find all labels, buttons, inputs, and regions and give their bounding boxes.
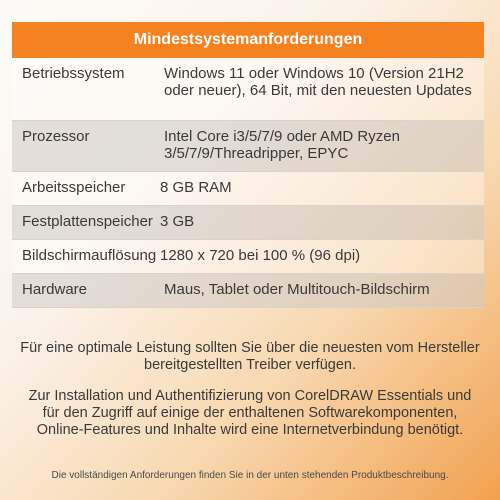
internet-note: Zur Installation und Authentifizierung von CorelDRAW Essentials und für den Zugriff auf einige der enthaltenen Softwarekomponenten, Online-Features und Inhalte wird eine Internetverbindung benötigt. — [28, 388, 472, 438]
requirement-label: Festplattenspeicher — [22, 213, 153, 230]
requirement-value: Intel Core i3/5/7/9 oder AMD Ryzen 3/5/7/9/Threadripper, EPYC — [164, 128, 400, 162]
requirement-label: Arbeitsspeicher — [22, 179, 126, 196]
requirement-value: 8 GB RAM — [160, 179, 232, 196]
requirement-row-os — [12, 58, 484, 121]
requirements-table — [12, 58, 484, 308]
footnote: Die vollständigen Anforderungen finden Sie in der unten stehenden Produktbeschreibung. — [51, 470, 449, 481]
requirement-label: Betriebssystem — [22, 65, 125, 82]
requirement-row-hardware — [12, 274, 484, 308]
requirement-value: 1280 x 720 bei 100 % (96 dpi) — [160, 247, 361, 264]
requirement-row-resolution — [12, 240, 484, 274]
driver-note: Für eine optimale Leistung sollten Sie über die neuesten vom Hersteller bereitgestellten Treiber verfügen. — [20, 340, 480, 373]
requirement-value: Maus, Tablet oder Multitouch-Bildschirm — [164, 281, 430, 298]
requirement-row-memory — [12, 172, 484, 206]
requirement-value: Windows 11 oder Windows 10 (Version 21H2 oder neuer), 64 Bit, mit den neuesten Updates — [164, 65, 472, 99]
page-title: Mindestsystemanforderungen — [12, 22, 484, 58]
requirement-row-storage — [12, 206, 484, 240]
requirement-value: 3 GB — [160, 213, 195, 230]
requirement-label: Hardware — [22, 281, 88, 298]
requirement-label: Prozessor — [22, 128, 90, 145]
requirement-row-processor — [12, 121, 484, 172]
requirement-label: Bildschirmauflösung — [22, 247, 157, 264]
